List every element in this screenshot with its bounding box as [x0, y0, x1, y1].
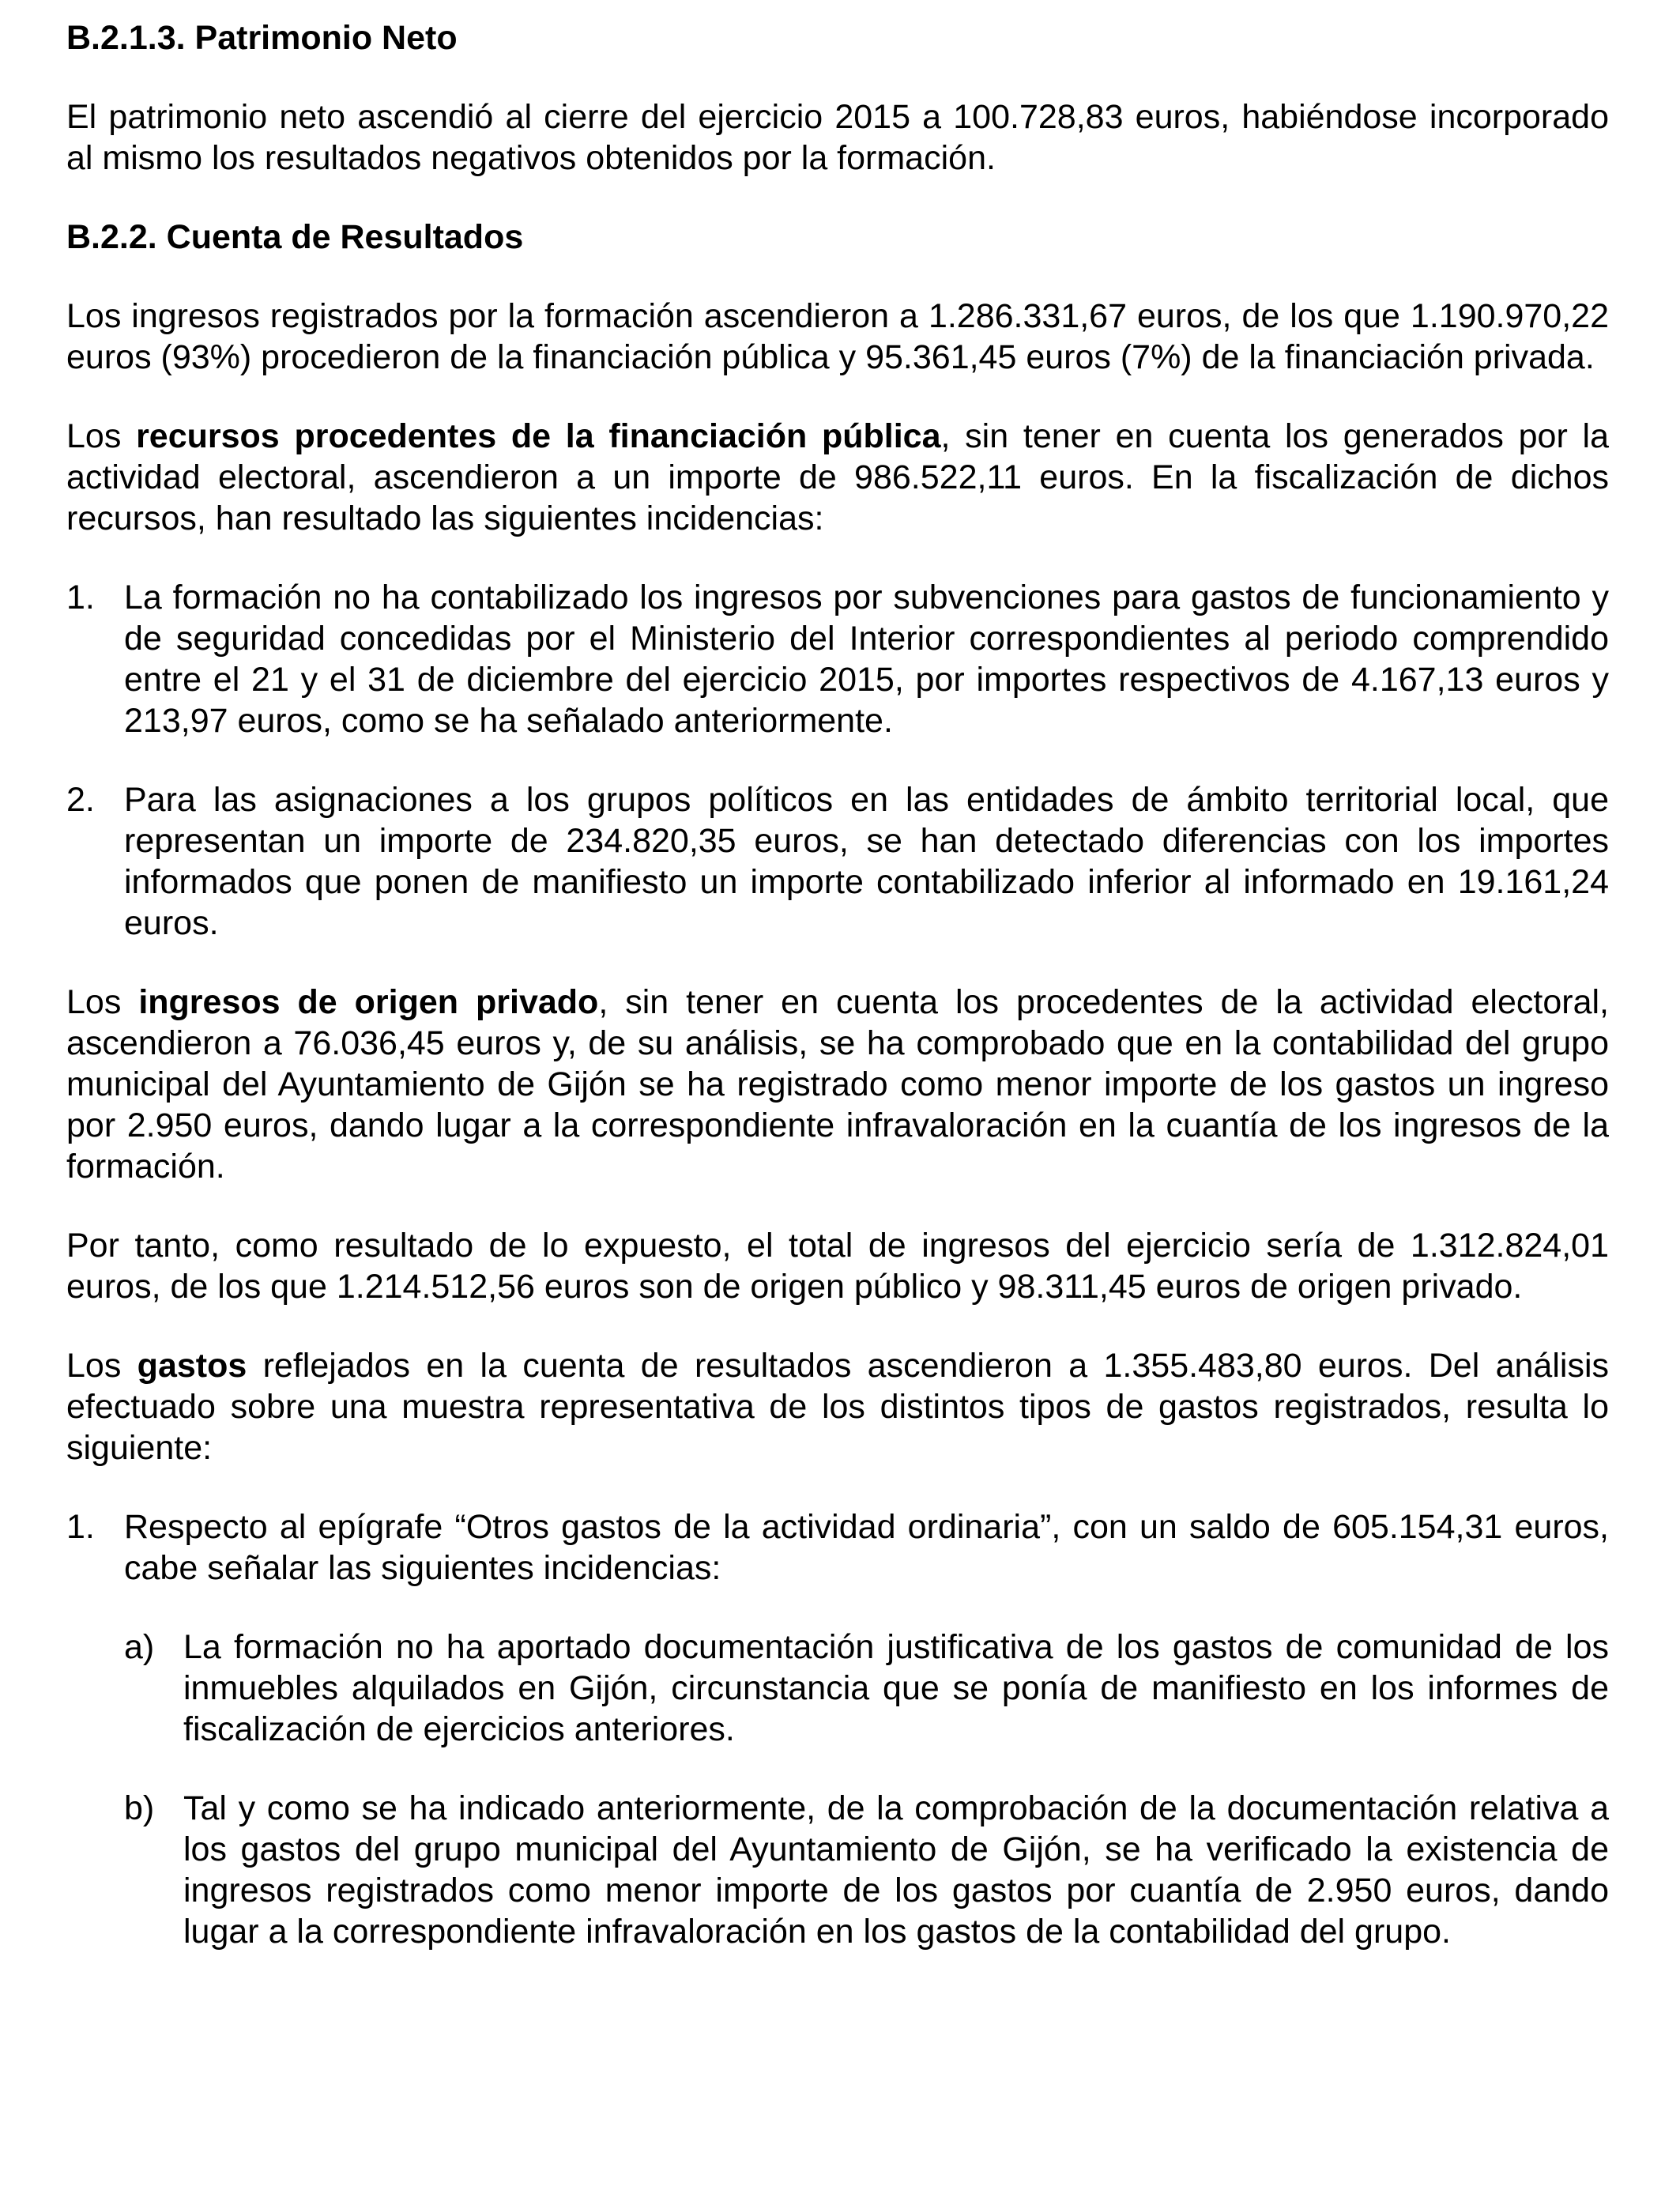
text-run: Los [66, 1347, 137, 1385]
text-run: , sin tener en cuenta los procedentes de la actividad electoral, ascendieron a 76.036,45 euros y, de su análisis, se ha comprobado que en la contabilidad del grupo municipal del Ayuntamiento de Gijón se ha registrado como menor importe de los gastos un ingreso por 2.950 euros, dando lugar a la correspondiente infravaloración en la cuantía de los ingresos de la formación. [66, 983, 1609, 1186]
paragraph-ingresos-privados [66, 982, 1609, 1187]
text-run: reflejados en la cuenta de resultados ascendieron a 1.355.483,80 euros. Del análisis efectuado sobre una muestra representativa de los distintos tipos de gastos registrados, resulta lo siguiente: [66, 1347, 1610, 1467]
text-run: , sin tener en cuenta los generados por la actividad electoral, ascendieron a un importe de 986.522,11 euros. En la fiscalización de dichos recursos, han resultado las siguientes incidencias: [66, 417, 1609, 537]
paragraph-patrimonio-neto: El patrimonio neto ascendió al cierre del ejercicio 2015 a 100.728,83 euros, habiéndose incorporado al mismo los resultados negativos obtenidos por la formación. [66, 98, 1609, 177]
text-run: Los [66, 983, 139, 1021]
sub-list-item-text: La formación no ha aportado documentación justificativa de los gastos de comunidad de los inmuebles alquilados en Gijón, circunstancia que se ponía de manifiesto en los informes de fiscalización de ejercicios anteriores. [183, 1628, 1609, 1748]
paragraph-gastos [66, 1345, 1609, 1468]
list-marker: 1. [66, 1508, 95, 1546]
list-marker: 2. [66, 781, 95, 819]
sub-list-item [124, 1627, 1609, 1750]
bold-term: ingresos de origen privado [138, 983, 599, 1021]
paragraph-ingresos: Los ingresos registrados por la formación ascendieron a 1.286.331,67 euros, de los que 1.190.970,22 euros (93%) procedieron de la financiación pública y 95.361,45 euros (7%) de la financiación privada. [66, 297, 1609, 376]
bold-term: gastos [137, 1347, 247, 1385]
sub-list-marker: b) [124, 1789, 155, 1827]
sub-list-item [124, 1788, 1609, 1952]
section-heading-cuenta-resultados: B.2.2. Cuenta de Resultados [66, 218, 524, 256]
text-run: Los [66, 417, 137, 455]
section-heading-patrimonio-neto: B.2.1.3. Patrimonio Neto [66, 19, 458, 57]
sub-list-item-text: Tal y como se ha indicado anteriormente, de la comprobación de la documentación relativa a los gastos del grupo municipal del Ayuntamiento de Gijón, se ha verificado la existencia de ingresos registrados como menor importe de los gastos por cuantía de 2.950 euros, dando lugar a la correspondiente infravaloración en los gastos de la contabilidad del grupo. [183, 1789, 1609, 1951]
bold-term: recursos procedentes de la financiación pública [136, 417, 941, 455]
list-item-text: Respecto al epígrafe “Otros gastos de la actividad ordinaria”, con un saldo de 605.154,31 euros, cabe señalar las siguientes incidencias: [124, 1508, 1609, 1587]
list-marker: 1. [66, 579, 95, 616]
list-item-text: Para las asignaciones a los grupos políticos en las entidades de ámbito territorial local, que representan un importe de 234.820,35 euros, se han detectado diferencias con los importes informados que ponen de manifiesto un importe contabilizado inferior al informado en 19.161,24 euros. [124, 781, 1609, 942]
paragraph-total-ingresos: Por tanto, como resultado de lo expuesto, el total de ingresos del ejercicio sería de 1.312.824,01 euros, de los que 1.214.512,56 euros son de origen público y 98.311,45 euros de origen privado. [66, 1227, 1609, 1306]
list-item [66, 1506, 1609, 1589]
document-page [66, 17, 1609, 1952]
list-item [66, 779, 1609, 944]
paragraph-recursos-publicos [66, 416, 1609, 539]
sub-list-marker: a) [124, 1628, 155, 1666]
list-item-text: La formación no ha contabilizado los ingresos por subvenciones para gastos de funcionamiento y de seguridad concedidas por el Ministerio del Interior correspondientes al periodo comprendido entre el 21 y el 31 de diciembre del ejercicio 2015, por importes respectivos de 4.167,13 euros y 213,97 euros, como se ha señalado anteriormente. [124, 579, 1609, 740]
list-item [66, 577, 1609, 741]
